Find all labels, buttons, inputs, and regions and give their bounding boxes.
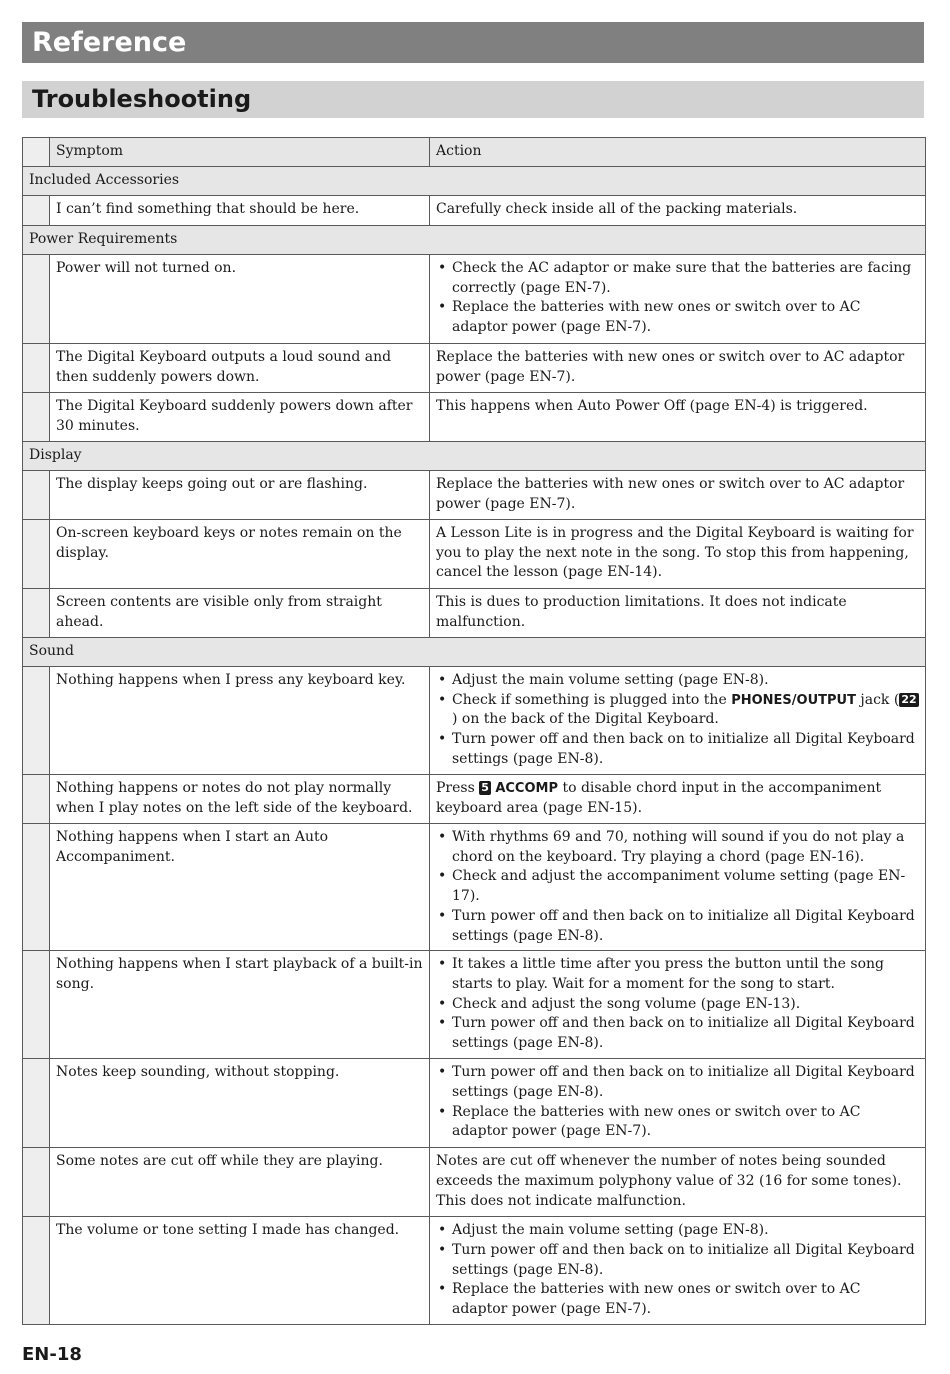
column-header-symptom: Symptom [50,138,430,167]
symptom-cell: Power will not turned on. [50,255,430,344]
table-row [23,393,926,442]
category-display: Display [23,442,926,471]
action-cell: Replace the batteries with new ones or switch over to AC adaptor power (page EN-7). [430,471,926,520]
action-cell [430,667,926,775]
table-row [23,1059,926,1148]
action-bullet: • Turn power off and then back on to initialize all Digital Keyboard settings (page EN-8). [436,1014,919,1053]
indent-cell [23,471,50,520]
symptom-cell: Nothing happens when I start an Auto Accompaniment. [50,824,430,951]
action-bullet: • Replace the batteries with new ones or switch over to AC adaptor power (page EN-7). [436,1280,919,1319]
table-row [23,1217,926,1325]
section-banner-reference: Reference [22,22,924,63]
action-text: to disable chord input in the accompaniment keyboard area (page EN-15). [436,780,882,816]
indent-cell [23,589,50,638]
category-included-accessories: Included Accessories [23,167,926,196]
indent-cell [23,393,50,442]
symptom-cell: Nothing happens when I start playback of a built-in song. [50,951,430,1059]
action-bullet: • Check and adjust the accompaniment volume setting (page EN-17). [436,867,919,906]
action-text: Press [436,780,480,796]
category-row [23,442,926,471]
action-cell: This happens when Auto Power Off (page EN-4) is triggered. [430,393,926,442]
indent-cell [23,1059,50,1148]
action-bullet: • Check and adjust the song volume (page EN-13). [436,995,919,1015]
indent-cell [23,1148,50,1217]
jack-name: PHONES/OUTPUT [731,692,856,708]
symptom-cell: Notes keep sounding, without stopping. [50,1059,430,1148]
table-row [23,951,926,1059]
category-power-requirements: Power Requirements [23,226,926,255]
action-bullet: • Turn power off and then back on to initialize all Digital Keyboard settings (page EN-8). [436,1063,919,1102]
indent-cell [23,951,50,1059]
action-bullet: • It takes a little time after you press the button until the song starts to play. Wait for a moment for the song to start. [436,955,919,994]
symptom-cell: The Digital Keyboard outputs a loud sound and then suddenly powers down. [50,344,430,393]
action-bullet: • Replace the batteries with new ones or switch over to AC adaptor power (page EN-7). [436,298,919,337]
table-header-row [23,138,926,167]
indent-cell [23,138,50,167]
action-bullet: • Turn power off and then back on to initialize all Digital Keyboard settings (page EN-8). [436,730,919,769]
page-number: EN-18 [22,1344,82,1365]
action-cell: Carefully check inside all of the packing materials. [430,196,926,226]
indent-cell [23,775,50,824]
action-cell [430,255,926,344]
action-bullet: • With rhythms 69 and 70, nothing will sound if you do not play a chord on the keyboard. Try playing a chord (page EN-16). [436,828,919,867]
indent-cell [23,344,50,393]
indent-cell [23,255,50,344]
action-bullet: • Check the AC adaptor or make sure that the batteries are facing correctly (page EN-7). [436,259,919,298]
symptom-cell: Some notes are cut off while they are playing. [50,1148,430,1217]
indent-cell [23,196,50,226]
action-bullet: • Turn power off and then back on to initialize all Digital Keyboard settings (page EN-8). [436,907,919,946]
action-bullet: • Replace the batteries with new ones or switch over to AC adaptor power (page EN-7). [436,1103,919,1142]
action-text: jack ( [855,691,900,708]
action-text: ) on the back of the Digital Keyboard. [452,711,719,728]
heading-troubleshooting: Troubleshooting [22,81,924,118]
table-row [23,667,926,775]
category-sound: Sound [23,638,926,667]
table-row [23,824,926,951]
action-cell [430,775,926,824]
action-bullet [436,691,919,730]
action-cell [430,1059,926,1148]
indent-cell [23,520,50,589]
symptom-cell: Nothing happens or notes do not play normally when I play notes on the left side of the keyboard. [50,775,430,824]
jack-number-badge: 22 [901,692,917,706]
action-cell: A Lesson Lite is in progress and the Digital Keyboard is waiting for you to play the next note in the song. To stop this from happening, cancel the lesson (page EN-14). [430,520,926,589]
indent-cell [23,824,50,951]
symptom-cell: Screen contents are visible only from straight ahead. [50,589,430,638]
action-cell: This is dues to production limitations. It does not indicate malfunction. [430,589,926,638]
action-bullet: • Turn power off and then back on to initialize all Digital Keyboard settings (page EN-8). [436,1241,919,1280]
symptom-cell: I can’t find something that should be here. [50,196,430,226]
table-row [23,196,926,226]
symptom-cell: On-screen keyboard keys or notes remain on the display. [50,520,430,589]
action-cell: Replace the batteries with new ones or switch over to AC adaptor power (page EN-7). [430,344,926,393]
button-name: ACCOMP [495,781,558,796]
action-bullet: • Adjust the main volume setting (page EN-8). [436,1221,919,1241]
symptom-cell: The Digital Keyboard suddenly powers down after 30 minutes. [50,393,430,442]
table-row [23,344,926,393]
column-header-action: Action [430,138,926,167]
table-row [23,471,926,520]
symptom-cell: Nothing happens when I press any keyboard key. [50,667,430,775]
table-row [23,520,926,589]
action-cell [430,951,926,1059]
indent-cell [23,667,50,775]
action-text: Check if something is plugged into the [452,691,732,708]
category-row [23,226,926,255]
action-cell: Notes are cut off whenever the number of notes being sounded exceeds the maximum polyphony value of 32 (16 for some tones). This does not indicate malfunction. [430,1148,926,1217]
table-row [23,775,926,824]
table-row [23,1148,926,1217]
table-row [23,589,926,638]
button-number-badge: 5 [481,781,489,794]
symptom-cell: The volume or tone setting I made has changed. [50,1217,430,1325]
symptom-cell: The display keeps going out or are flashing. [50,471,430,520]
action-bullet: • Adjust the main volume setting (page EN-8). [436,671,919,691]
action-cell [430,824,926,951]
category-row [23,638,926,667]
troubleshooting-table [22,137,926,1325]
table-row [23,255,926,344]
action-cell [430,1217,926,1325]
indent-cell [23,1217,50,1325]
category-row [23,167,926,196]
